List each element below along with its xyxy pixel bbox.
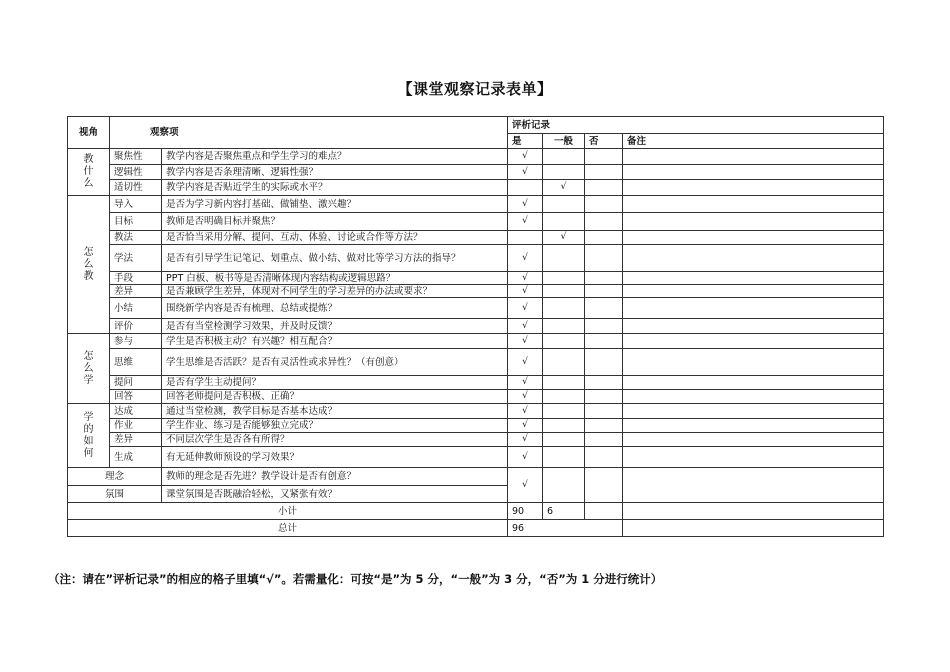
row-text[interactable]: 学生作业、练习是否能够独立完成？ [162,419,508,433]
mark-yes[interactable]: √ [508,376,543,390]
row-label: 作业 [110,419,162,433]
mark-ok[interactable] [543,165,585,180]
row-text[interactable]: 有无延伸教师预设的学习效果？ [162,447,508,468]
mark-no[interactable] [585,447,623,468]
row-text[interactable]: 是否有引导学生记笔记、划重点、做小结、做对比等学习方法的指导？ [162,245,508,272]
remark-cell[interactable] [623,165,884,180]
row-text[interactable]: 教师的理念是否先进？教学设计是否有创意？ [162,468,508,486]
mark-yes[interactable]: √ [508,245,543,272]
mark-yes[interactable]: √ [508,447,543,468]
row-label: 手段 [110,272,162,285]
row-label: 逻辑性 [110,165,162,180]
subtotal-label: 小计 [68,503,508,520]
row-text[interactable]: 是否兼顾学生差异，体现对不同学生的学习差异的办法或要求？ [162,285,508,298]
row-text[interactable]: 课堂氛围是否既融洽轻松，又紧张有效？ [162,486,508,503]
row-label: 思维 [110,349,162,376]
remark-cell[interactable] [623,334,884,349]
group-learn-how: 怎么学 [68,334,110,404]
mark-no[interactable] [585,334,623,349]
mark-ok[interactable] [543,334,585,349]
remark-cell[interactable] [623,468,884,503]
mark-no[interactable] [585,433,623,447]
remark-cell[interactable] [623,349,884,376]
row-label: 参与 [110,334,162,349]
row-text[interactable]: 教师是否明确目标并聚焦？ [162,213,508,231]
mark-no[interactable] [585,298,623,319]
row-label: 提问 [110,376,162,390]
row-label: 适切性 [110,180,162,196]
row-label: 差异 [110,433,162,447]
mark-yes[interactable] [508,180,543,196]
mark-ok[interactable]: √ [543,180,585,196]
mark-ok[interactable] [543,433,585,447]
row-text[interactable]: 教学内容是否聚焦重点和学生学习的难点？ [162,149,508,165]
page-title: 【课堂观察记录表单】 [397,80,553,98]
row-label: 聚焦性 [110,149,162,165]
mark-ok[interactable] [543,419,585,433]
remark-cell[interactable] [623,390,884,404]
mark-ok[interactable] [543,404,585,419]
total-label: 总计 [68,520,508,537]
group-teach-how: 怎么教 [68,196,110,334]
mark-no[interactable] [585,245,623,272]
mark-no[interactable] [585,213,623,231]
remark-cell[interactable] [623,433,884,447]
header-no: 否 [585,134,623,149]
mark-no[interactable] [585,376,623,390]
remark-cell[interactable] [623,319,884,334]
mark-no[interactable] [585,149,623,165]
observation-table [67,116,884,537]
header-remark: 备注 [623,134,884,149]
group-learn-result: 学的如何 [68,404,110,468]
mark-yes[interactable]: √ [508,349,543,376]
mark-no[interactable] [585,180,623,196]
row-text[interactable]: 是否恰当采用分解、提问、互动、体验、讨论或合作等方法？ [162,231,508,245]
row-text[interactable]: 学生思维是否活跃？是否有灵活性或求异性？（有创意） [162,349,508,376]
remark-cell[interactable] [623,149,884,165]
row-label: 达成 [110,404,162,419]
row-label: 学法 [110,245,162,272]
header-item: 观察项 [110,117,508,149]
mark-yes[interactable]: √ [508,468,543,503]
row-label: 目标 [110,213,162,231]
remark-cell[interactable] [623,245,884,272]
row-label: 导入 [110,196,162,213]
header-yes: 是 [508,134,543,149]
mark-yes[interactable]: √ [508,272,543,285]
mark-no[interactable] [585,272,623,285]
mark-no[interactable] [585,285,623,298]
subtotal-ok[interactable]: 6 [543,503,585,520]
footnote: （注：请在”评析记录”的相应的格子里填“√”。若需量化：可按“是”为 5 分，“一般”为 3 分，“否”为 1 分进行统计） [48,572,663,586]
row-text[interactable]: PPT 白板、板书等是否清晰体现内容结构或逻辑思路？ [162,272,508,285]
mark-no[interactable] [585,419,623,433]
mark-ok[interactable] [543,468,585,503]
row-text[interactable]: 教学内容是否条理清晰、逻辑性强？ [162,165,508,180]
row-label: 评价 [110,319,162,334]
subtotal-no[interactable] [585,503,623,520]
remark-cell[interactable] [623,231,884,245]
mark-ok[interactable] [543,376,585,390]
header-record: 评析记录 [508,117,884,134]
mark-ok[interactable] [543,285,585,298]
mark-yes[interactable]: √ [508,390,543,404]
mark-no[interactable] [585,349,623,376]
remark-cell[interactable] [623,180,884,196]
row-text[interactable]: 不同层次学生是否各有所得？ [162,433,508,447]
mark-no[interactable] [585,319,623,334]
remark-cell[interactable] [623,404,884,419]
mark-ok[interactable] [543,319,585,334]
mark-ok[interactable] [543,390,585,404]
row-text[interactable]: 教学内容是否贴近学生的实际或水平？ [162,180,508,196]
mark-yes[interactable]: √ [508,149,543,165]
mark-yes[interactable]: √ [508,319,543,334]
remark-cell[interactable] [623,272,884,285]
mark-no[interactable] [585,196,623,213]
subtotal-remark[interactable] [623,503,884,520]
row-label: 氛围 [68,486,162,503]
mark-yes[interactable]: √ [508,419,543,433]
header-ok: 一般 [543,134,585,149]
mark-yes[interactable]: √ [508,196,543,213]
mark-ok[interactable] [543,447,585,468]
row-text[interactable]: 是否有学生主动提问？ [162,376,508,390]
mark-ok[interactable] [543,298,585,319]
total-value[interactable]: 96 [508,520,623,537]
remark-cell[interactable] [623,376,884,390]
group-teach-what: 教什么 [68,149,110,196]
row-label: 小结 [110,298,162,319]
row-label: 教法 [110,231,162,245]
mark-ok[interactable] [543,245,585,272]
total-remark[interactable] [623,520,884,537]
row-label: 回答 [110,390,162,404]
row-text[interactable]: 是否有当堂检测学习效果，并及时反馈？ [162,319,508,334]
remark-cell[interactable] [623,285,884,298]
row-text[interactable]: 围绕新学内容是否有梳理、总结或提炼？ [162,298,508,319]
mark-no[interactable] [585,404,623,419]
mark-yes[interactable]: √ [508,298,543,319]
row-text[interactable]: 回答老师提问是否积极、正确？ [162,390,508,404]
mark-no[interactable] [585,468,623,503]
mark-ok[interactable] [543,196,585,213]
mark-yes[interactable]: √ [508,165,543,180]
row-text[interactable]: 通过当堂检测，教学目标是否基本达成？ [162,404,508,419]
remark-cell[interactable] [623,447,884,468]
mark-ok[interactable] [543,349,585,376]
row-text[interactable]: 学生是否积极主动？有兴趣？相互配合？ [162,334,508,349]
mark-yes[interactable]: √ [508,433,543,447]
mark-no[interactable] [585,165,623,180]
mark-yes[interactable]: √ [508,285,543,298]
mark-ok[interactable] [543,149,585,165]
mark-yes[interactable]: √ [508,404,543,419]
row-label: 生成 [110,447,162,468]
mark-yes[interactable] [508,231,543,245]
remark-cell[interactable] [623,196,884,213]
subtotal-yes[interactable]: 90 [508,503,543,520]
row-text[interactable]: 是否为学习新内容打基础、做铺垫、激兴趣？ [162,196,508,213]
remark-cell[interactable] [623,419,884,433]
remark-cell[interactable] [623,213,884,231]
remark-cell[interactable] [623,298,884,319]
mark-ok[interactable] [543,272,585,285]
row-label: 理念 [68,468,162,486]
row-label: 差异 [110,285,162,298]
mark-no[interactable] [585,231,623,245]
mark-yes[interactable]: √ [508,334,543,349]
mark-no[interactable] [585,390,623,404]
mark-ok[interactable] [543,213,585,231]
mark-yes[interactable]: √ [508,213,543,231]
header-view: 视角 [68,117,110,149]
mark-ok[interactable]: √ [543,231,585,245]
